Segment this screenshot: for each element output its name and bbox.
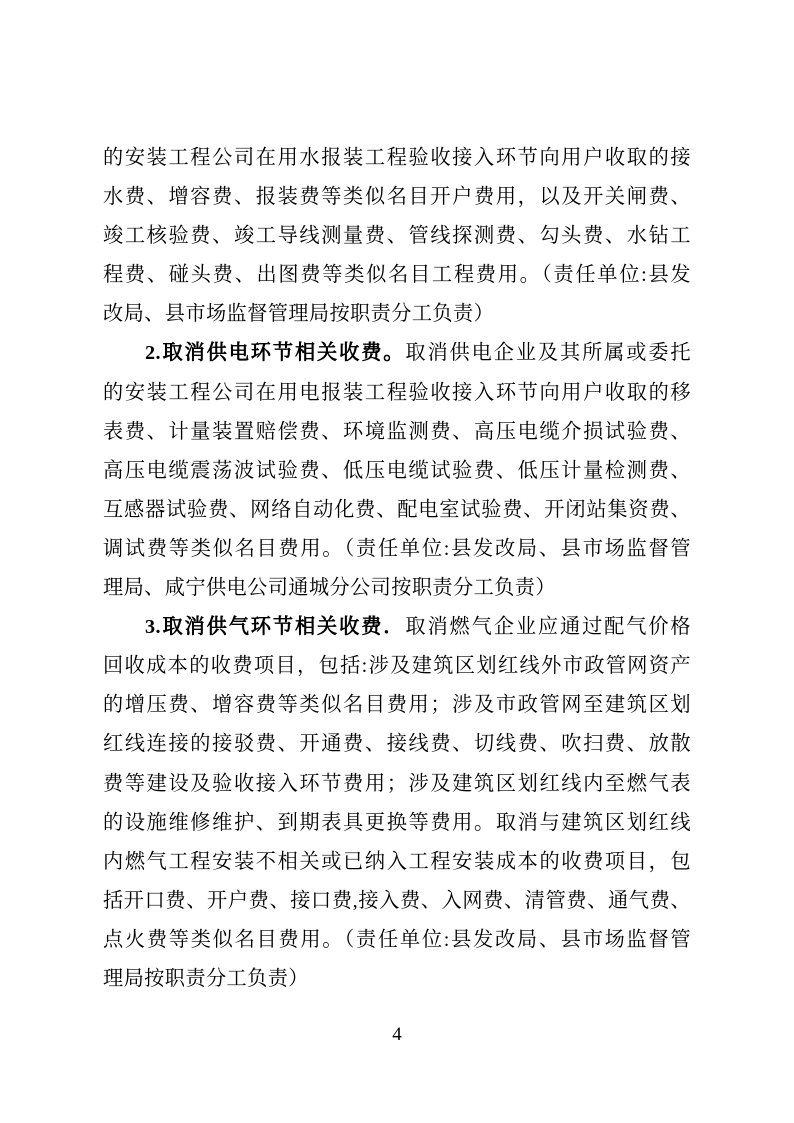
line-text: 的设施维修维护、到期表具更换等费用。取消与建筑区划红线 (103, 811, 691, 834)
text-line (103, 960, 691, 999)
section-2-heading: 2.取消供电环节相关收费。 (145, 342, 406, 365)
text-line (103, 569, 691, 608)
text-line (103, 647, 691, 686)
document-body (103, 139, 691, 999)
text-line (103, 178, 691, 217)
line-text: 理局、咸宁供电公司通城分公司按职责分工负责） (103, 577, 556, 600)
text-line (103, 452, 691, 491)
line-text: 竣工核验费、竣工导线测量费、管线探测费、勾头费、水钻工 (103, 225, 691, 248)
text-line (103, 725, 691, 764)
line-text: 取消供电企业及其所属或委托 (405, 342, 692, 365)
line-text: 互感器试验费、网络自动化费、配电室试验费、开闭站集资费、 (103, 498, 691, 521)
line-text: 费等建设及验收接入环节费用；涉及建筑区划红线内至燃气表 (103, 772, 691, 795)
line-text: 的安装工程公司在用电报装工程验收接入环节向用户收取的移 (103, 381, 691, 404)
text-line (103, 921, 691, 960)
text-line-section-2 (103, 334, 691, 373)
line-text: 点火费等类似名目费用。（责任单位:县发改局、县市场监督管 (103, 928, 691, 951)
line-text: 的安装工程公司在用水报装工程验收接入环节向用户收取的接 (103, 147, 691, 169)
page-number: 4 (392, 1024, 402, 1045)
text-line (103, 765, 691, 804)
line-text: 的增压费、增容费等类似名目费用；涉及市政管网至建筑区划 (103, 694, 691, 717)
line-text: 括开口费、开户费、接口费,接入费、入网费、清管费、通气费、 (103, 889, 691, 912)
section-3-heading: 3.取消供气环节相关收费． (145, 616, 406, 639)
text-line-section-3 (103, 608, 691, 647)
line-text: 内燃气工程安装不相关或已纳入工程安装成本的收费项目，包 (103, 850, 691, 873)
text-line (103, 491, 691, 530)
line-text: 改局、县市场监督管理局按职责分工负责） (103, 303, 495, 326)
text-line (103, 256, 691, 295)
line-text: 表费、计量装置赔偿费、环境监测费、高压电缆介损试验费、 (103, 420, 691, 443)
line-text: 程费、碰头费、出图费等类似名目工程费用。（责任单位:县发 (103, 264, 691, 287)
text-line (103, 686, 691, 725)
text-line (103, 413, 691, 452)
text-line (103, 804, 691, 843)
text-line (103, 295, 691, 334)
text-line (103, 882, 691, 921)
line-text: 取消燃气企业应通过配气价格 (405, 616, 692, 639)
line-text: 水费、增容费、报装费等类似名目开户费用，以及开关闸费、 (103, 186, 691, 209)
text-line (103, 139, 691, 178)
line-text: 调试费等类似名目费用。（责任单位:县发改局、县市场监督管 (103, 537, 691, 560)
line-text: 理局按职责分工负责） (103, 967, 309, 990)
text-line (103, 530, 691, 569)
text-line (103, 374, 691, 413)
line-text: 回收成本的收费项目，包括:涉及建筑区划红线外市政管网资产 (103, 655, 691, 678)
text-line (103, 843, 691, 882)
text-line (103, 217, 691, 256)
line-text: 高压电缆震荡波试验费、低压电缆试验费、低压计量检测费、 (103, 459, 691, 482)
line-text: 红线连接的接驳费、开通费、接线费、切线费、吹扫费、放散 (103, 733, 691, 756)
